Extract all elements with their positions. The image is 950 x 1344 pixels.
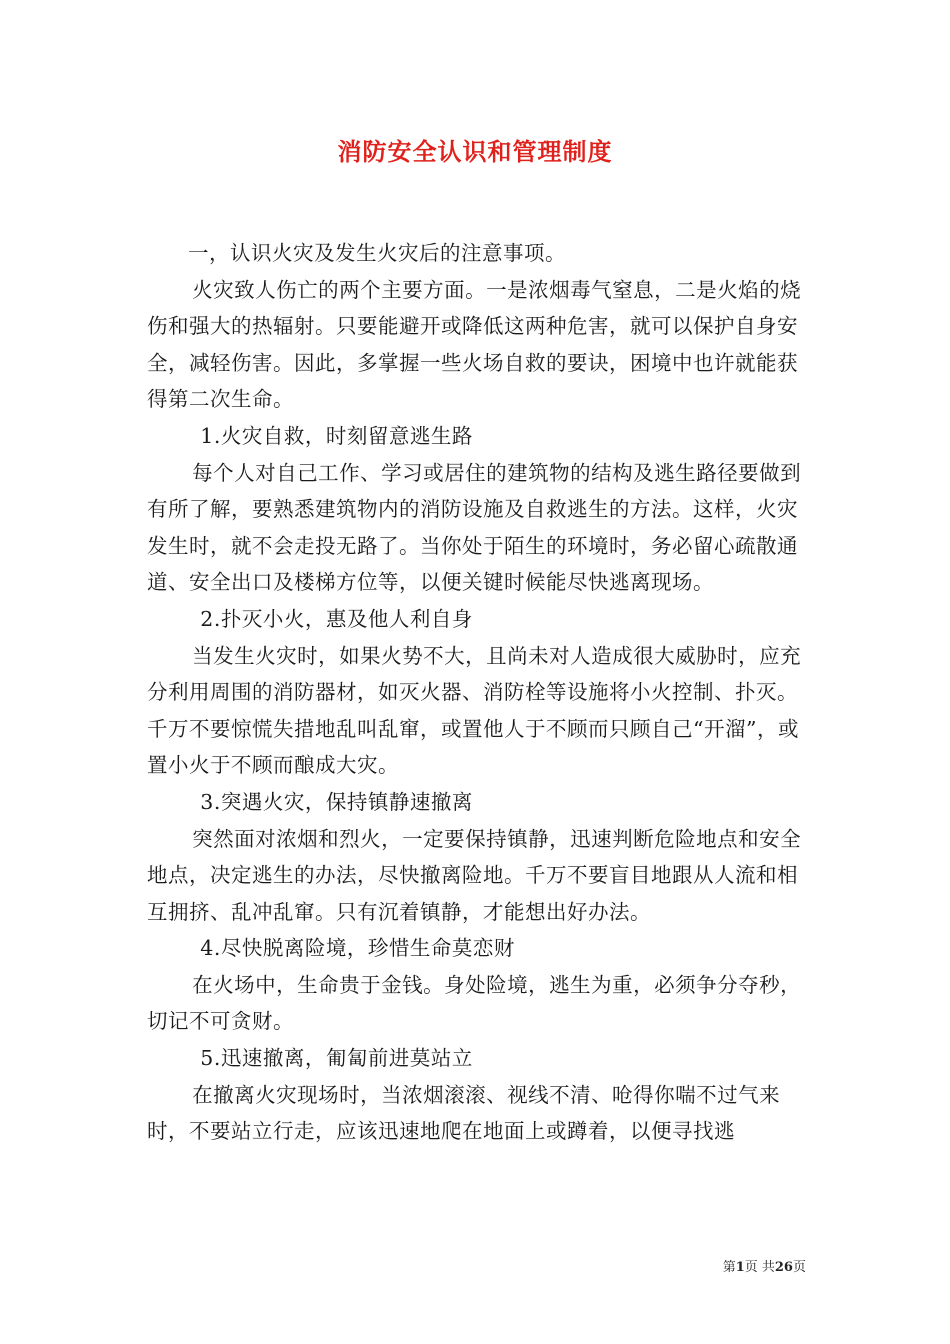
paragraph: 在火场中，生命贵于金钱。身处险境，逃生为重，必须争分夺秒，切记不可贪财。 — [147, 972, 802, 1034]
subsection-heading: 3.突遇火灾，保持镇静速撤离 — [200, 789, 473, 814]
paragraph: 火灾致人伤亡的两个主要方面。一是浓烟毒气窒息，二是火焰的烧伤和强大的热辐射。只要能避开或降低这两种危害，就可以保护自身安全，减轻伤害。因此，多掌握一些火场自救的要诀，困境中也许就能获得第二次生命。 — [147, 277, 802, 412]
paragraph: 每个人对自己工作、学习或居住的建筑物的结构及逃生路径要做到有所了解，要熟悉建筑物内的消防设施及自救逃生的方法。这样，火灾发生时，就不会走投无路了。当你处于陌生的环境时，务必留心疏散通道、安全出口及楼梯方位等，以便关键时候能尽快逃离现场。 — [147, 460, 802, 595]
document-body — [147, 235, 807, 1150]
footer-prefix: 第 — [722, 1260, 736, 1275]
total-page-count: 26 — [774, 1260, 793, 1275]
subsection-heading: 2.扑灭小火，惠及他人利自身 — [200, 606, 473, 631]
subsection-heading: 1.火灾自救，时刻留意逃生路 — [200, 423, 473, 448]
footer-middle: 页 共 — [744, 1260, 775, 1275]
footer-suffix: 页 — [792, 1260, 806, 1275]
paragraph: 当发生火灾时，如果火势不大，且尚未对人造成很大威胁时，应充分利用周围的消防器材，如灭火器、消防栓等设施将小火控制、扑灭。千万不要惊慌失措地乱叫乱窜，或置他人于不顾而只顾自己“开溜”，或置小火于不顾而酿成大灾。 — [147, 643, 802, 778]
document-title: 消防安全认识和管理制度 — [337, 137, 613, 166]
section-heading: 一，认识火灾及发生火灾后的注意事项。 — [188, 241, 566, 265]
paragraph: 突然面对浓烟和烈火，一定要保持镇静，迅速判断危险地点和安全地点，决定逃生的办法，尽快撤离险地。千万不要盲目地跟从人流和相互拥挤、乱冲乱窜。只有沉着镇静，才能想出好办法。 — [147, 826, 802, 924]
current-page-number: 1 — [735, 1260, 745, 1275]
subsection-heading: 4.尽快脱离险境，珍惜生命莫恋财 — [200, 936, 515, 961]
subsection-heading: 5.迅速撤离，匍匐前进莫站立 — [200, 1046, 473, 1071]
page-number-footer — [723, 1256, 806, 1275]
paragraph: 在撤离火灾现场时，当浓烟滚滚、视线不清、呛得你喘不过气来时，不要站立行走，应该迅速地爬在地面上或蹲着，以便寻找逃 — [147, 1082, 781, 1144]
